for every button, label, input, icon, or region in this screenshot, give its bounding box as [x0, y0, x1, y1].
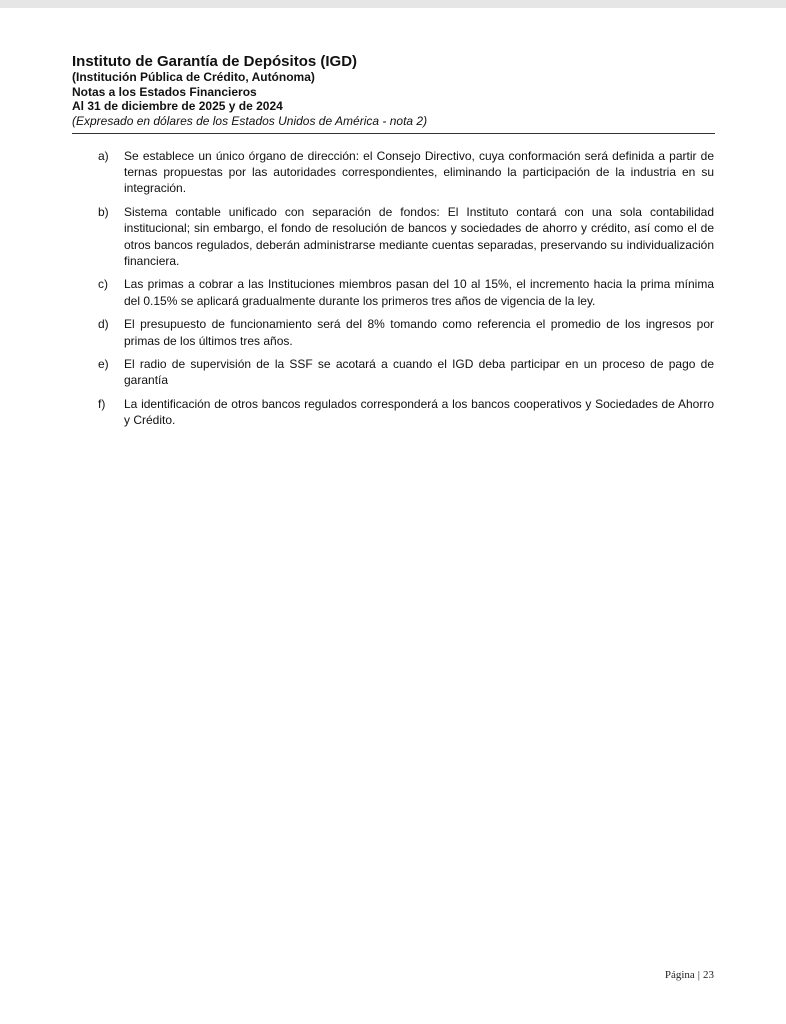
list-item-text: Sistema contable unificado con separación de fondos: El Instituto contará con una sola contabilidad institucional; sin embargo, el fondo de resolución de bancos y sociedades de ahorro y crédito, así como el de otros bancos regulados, deberán administrarse mediante cuentas separadas, preservando su individualización financiera.: [124, 205, 714, 268]
notes-heading: Notas a los Estados Financieros: [72, 84, 257, 99]
list-item-text: El radio de supervisión de la SSF se acotará a cuando el IGD deba participar en un proceso de pago de garantía: [124, 357, 714, 388]
list-item-text: Se establece un único órgano de dirección: el Consejo Directivo, cuya conformación será definida a partir de ternas propuestas por las autoridades correspondientes, eliminando la participación de la industria en su integración.: [124, 149, 714, 196]
list-item-text: Las primas a cobrar a las Instituciones miembros pasan del 10 al 15%, el incremento hacia la prima mínima del 0.15% se aplicará gradualmente durante los primeros tres años de vigencia de la ley.: [124, 277, 714, 308]
list-item: [98, 316, 714, 348]
list-item-letter: f): [98, 397, 106, 412]
list-item: [98, 396, 714, 428]
report-date: Al 31 de diciembre de 2025 y de 2024: [72, 99, 283, 113]
list-item-text: La identificación de otros bancos regulados corresponderá a los bancos cooperativos y Sociedades de Ahorro y Crédito.: [124, 397, 714, 428]
list-item: [98, 148, 714, 197]
currency-note: (Expresado en dólares de los Estados Unidos de América - nota 2): [72, 113, 428, 128]
list-item: [98, 204, 714, 269]
page-footer: [665, 969, 714, 981]
list-item-letter: b): [98, 205, 109, 220]
institution-subtitle: (Institución Pública de Crédito, Autónoma): [72, 70, 315, 84]
list-item: [98, 276, 714, 308]
list-item-letter: c): [98, 277, 108, 292]
institution-title: Instituto de Garantía de Depósitos (IGD): [72, 53, 358, 70]
page-label: Página: [664, 969, 695, 981]
list-item-text: El presupuesto de funcionamiento será del 8% tomando como referencia el promedio de los ingresos por primas de los últimos tres años.: [124, 317, 714, 348]
page-number: 23: [703, 969, 714, 981]
list-item-letter: e): [98, 357, 109, 372]
list-item-letter: d): [98, 317, 109, 332]
top-border-strip: [0, 0, 786, 8]
page-separator: |: [697, 969, 700, 981]
document-header: [72, 53, 715, 128]
provisions-list: [98, 148, 714, 436]
header-divider: [72, 133, 715, 134]
list-item: [98, 356, 714, 388]
list-item-letter: a): [98, 149, 109, 163]
